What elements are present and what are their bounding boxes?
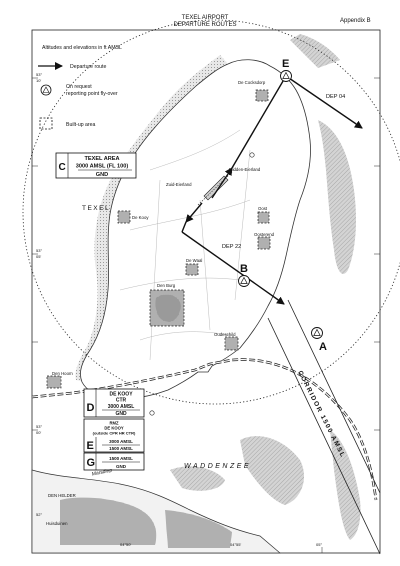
point-e-label: E	[282, 58, 290, 70]
lat-label: 53°	[36, 72, 43, 77]
rmz-lower: 1500 AMSL	[109, 446, 133, 451]
place-midden-eierland: Midden-Eierland	[229, 167, 261, 172]
place-zuid-eierland: Zuid-Eierland	[166, 182, 192, 187]
label-corridor: CORRIDOR 1500 AMSL	[296, 369, 347, 460]
place-texel: TEXEL	[82, 205, 111, 212]
built-up-de-waal	[186, 264, 198, 275]
legend-built-up: Built-up area	[66, 122, 96, 128]
de-kooy-ctr-letter: D	[86, 402, 95, 414]
texel-area-lower: GND	[95, 172, 109, 178]
lon-label: 05°	[316, 542, 323, 547]
tidal-flats-1	[240, 436, 304, 505]
texel-island	[80, 60, 310, 399]
place-huisduinen: Huisduinen	[46, 521, 68, 526]
lat-label: 05'	[36, 254, 42, 259]
g-lower: GND	[116, 464, 126, 469]
lon-label: 04°55'	[230, 542, 242, 547]
rmz-upper: 3000 AMSL	[109, 439, 133, 444]
point-a-label: A	[319, 341, 327, 353]
point-b-label: B	[240, 263, 248, 275]
lat-label: 52°	[36, 512, 43, 517]
de-kooy-ctr-lower: GND	[115, 411, 127, 417]
built-up-oudeschild	[225, 337, 238, 350]
legend-departure-route: Departure route	[70, 64, 107, 70]
place-den-hoorn: Den Hoorn	[52, 371, 73, 376]
built-up-de-cocksdorp	[256, 90, 268, 101]
de-kooy-ctr-upper: 3000 AMSL	[107, 404, 135, 410]
header-title-line2: DEPARTURE ROUTES	[173, 22, 237, 28]
place-de-kooy: De Kooy	[132, 215, 149, 220]
place-waddenzee: WADDENZEE	[184, 463, 252, 470]
de-kooy-ctr-line1: DE KOOY	[109, 391, 133, 398]
header-title-line1: TEXEL AIRPORT	[181, 15, 229, 21]
built-up-oost	[258, 212, 269, 223]
legend-note: Altitudes and elevations in ft AMSL	[42, 45, 122, 51]
reporting-point-b[interactable]	[239, 276, 250, 287]
legend-reporting-1: On request	[66, 84, 92, 90]
built-up-oosterend	[258, 237, 270, 249]
place-oost: Oost	[258, 206, 268, 211]
east-shaded-area	[318, 120, 356, 274]
header-appendix: Appendix B	[340, 18, 371, 24]
ne-shaded-area	[290, 34, 340, 68]
texel-area-upper: 3000 AMSL (FL 100)	[75, 163, 129, 170]
rmz-letter: E	[86, 440, 94, 452]
lat-label: 10'	[36, 78, 42, 83]
lat-label: 53°	[36, 424, 43, 429]
place-de-cocksdorp: De Cocksdorp	[238, 80, 266, 85]
place-marsdiep: Marsdiep	[91, 467, 113, 478]
header-title	[150, 15, 260, 29]
g-letter: G	[86, 457, 96, 469]
place-oudeschild: Oudeschild	[214, 332, 236, 337]
lat-label: 53°	[36, 248, 43, 253]
place-den-helder: DEN HELDER	[48, 493, 76, 498]
label-dep22: DEP 22	[222, 244, 242, 250]
texel-area-name: TEXEL AREA	[84, 156, 120, 162]
built-up-de-kooy	[118, 211, 130, 223]
label-dep04: DEP 04	[326, 94, 346, 100]
rmz-title: RMZ	[109, 420, 119, 426]
reporting-point-a[interactable]	[312, 328, 323, 339]
rmz-line2: (outside CPR HR CTR)	[92, 430, 136, 436]
lat-label: 00'	[36, 430, 42, 435]
built-up-den-hoorn	[47, 376, 61, 388]
de-kooy-ctr-line2: CTR	[115, 397, 127, 404]
place-de-waal: De Waal	[186, 258, 203, 263]
rmz-line1: DE KOOY	[104, 425, 124, 431]
lon-label: 04°50'	[120, 542, 132, 547]
legend-reporting-2: reporting point fly-over	[66, 91, 118, 97]
place-den-burg: Den Burg	[157, 283, 176, 288]
g-upper: 1500 AMSL	[109, 456, 133, 461]
texel-area-letter: C	[58, 162, 66, 173]
place-oosterend: Oosterend	[254, 232, 275, 237]
reporting-point-e[interactable]	[281, 71, 292, 82]
tidal-flats-3	[170, 466, 225, 490]
